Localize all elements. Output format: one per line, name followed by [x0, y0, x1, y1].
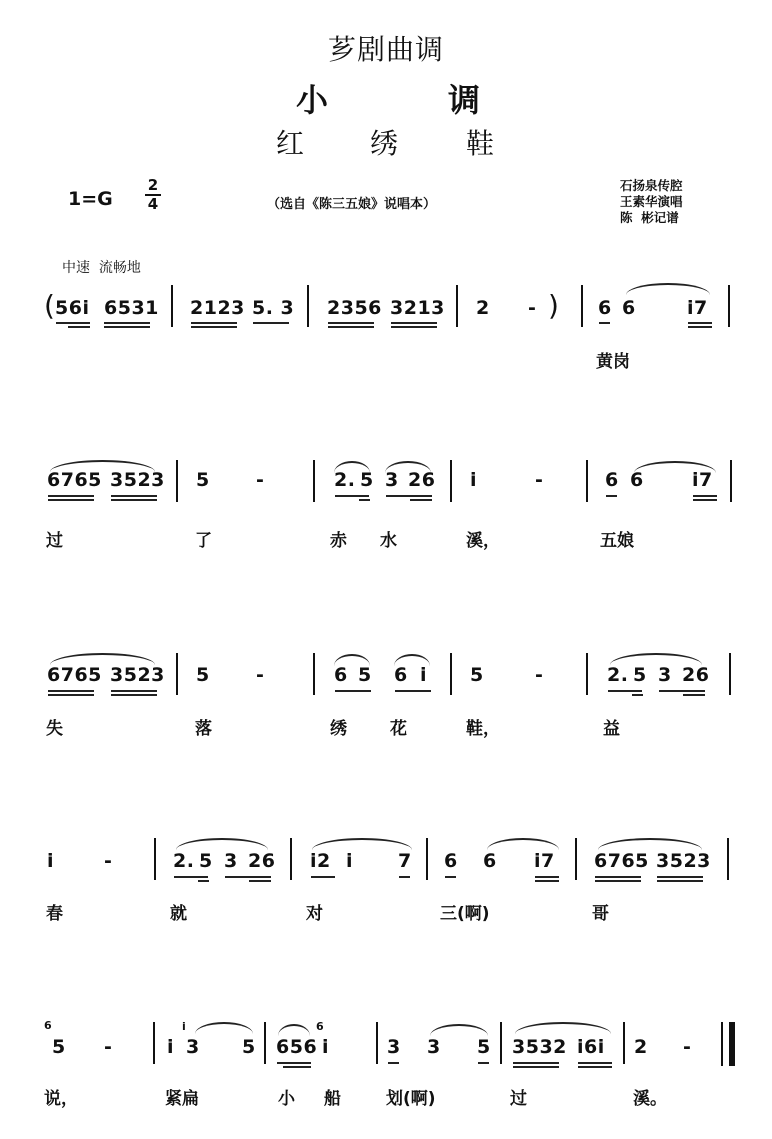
- note-group: 26: [682, 664, 710, 686]
- close-paren: ): [548, 289, 559, 322]
- note-group: i2: [310, 850, 331, 872]
- note-group: 3523: [656, 850, 711, 872]
- credit-line: 王素华演唱: [620, 194, 683, 209]
- note: 3: [658, 664, 672, 686]
- lyric: 三(啊): [440, 904, 490, 924]
- dash: -: [528, 297, 537, 319]
- note-group: 3523: [110, 469, 165, 491]
- note-group: 26: [408, 469, 436, 491]
- lyric: 过: [510, 1089, 527, 1109]
- note: 5: [633, 664, 647, 686]
- open-paren: (: [44, 289, 55, 322]
- lyric: 黄岗: [596, 352, 630, 372]
- title-char-2: 调: [448, 81, 481, 119]
- lyric: 五娘: [600, 531, 634, 551]
- lyric: 失: [46, 719, 63, 739]
- tempo-marking: 中速 流畅地: [62, 260, 141, 276]
- lyric: 绣: [330, 719, 347, 739]
- lyric: 益: [603, 719, 620, 739]
- lyric: 花: [390, 719, 407, 739]
- lyric: 水: [380, 531, 397, 551]
- note: 3: [186, 1036, 200, 1058]
- title-char-1: 小: [296, 81, 329, 119]
- dash: -: [683, 1036, 692, 1058]
- note-group: i7: [692, 469, 713, 491]
- note-group: 3523: [110, 664, 165, 686]
- time-sig-bottom: 4: [147, 195, 159, 213]
- note: 6: [598, 297, 612, 319]
- note: 6: [334, 664, 348, 686]
- note: 6: [630, 469, 644, 491]
- note-group: 6765: [47, 469, 102, 491]
- note-group: 2356: [327, 297, 382, 319]
- note-group: 656: [276, 1036, 318, 1058]
- note: 3: [427, 1036, 441, 1058]
- grace-note: i: [182, 1020, 186, 1033]
- note: i: [322, 1036, 330, 1058]
- lyric: 春: [46, 904, 63, 924]
- subtitle-char-2: 绣: [370, 127, 399, 160]
- dash: -: [535, 469, 544, 491]
- note: 2.: [173, 850, 195, 872]
- note: 3: [224, 850, 238, 872]
- grace-note: 6: [44, 1019, 52, 1032]
- note: 7: [398, 850, 412, 872]
- dash: -: [104, 850, 113, 872]
- note: 6: [605, 469, 619, 491]
- note: i: [420, 664, 428, 686]
- note-group: 3532: [512, 1036, 567, 1058]
- note-group: 5. 3: [252, 297, 295, 319]
- lyric: 溪。: [633, 1089, 667, 1109]
- lyric: 紧扁: [165, 1089, 199, 1109]
- lyric: 了: [195, 531, 212, 551]
- note: 3: [385, 469, 399, 491]
- dash: -: [104, 1036, 113, 1058]
- note: i: [167, 1036, 175, 1058]
- lyric: 小: [278, 1089, 295, 1109]
- note: 5: [196, 469, 210, 491]
- lyric: 说，: [44, 1089, 78, 1109]
- time-signature: [145, 178, 161, 212]
- key-signature: 1=G: [68, 188, 113, 210]
- note: 3: [387, 1036, 401, 1058]
- note: 6: [444, 850, 458, 872]
- note: 5: [199, 850, 213, 872]
- grace-note: 6: [316, 1020, 324, 1033]
- note-group: i6i: [577, 1036, 605, 1058]
- note: 6: [483, 850, 497, 872]
- note-group: i7: [687, 297, 708, 319]
- note-group: 56i: [55, 297, 90, 319]
- note: 5: [52, 1036, 66, 1058]
- lyric: 哥: [592, 904, 609, 924]
- subtitle-char-1: 红: [276, 127, 305, 160]
- note-group: i7: [534, 850, 555, 872]
- dash: -: [256, 469, 265, 491]
- note: 6: [394, 664, 408, 686]
- note: 2: [476, 297, 490, 319]
- lyric: 鞋，: [466, 719, 500, 739]
- dash: -: [256, 664, 265, 686]
- note: i: [470, 469, 478, 491]
- note: i: [47, 850, 55, 872]
- lyric: 落: [195, 719, 212, 739]
- time-sig-top: 2: [147, 176, 159, 194]
- dash: -: [535, 664, 544, 686]
- note: 2: [634, 1036, 648, 1058]
- note: 6: [622, 297, 636, 319]
- note-group: 2123: [190, 297, 245, 319]
- note: 2.: [607, 664, 629, 686]
- note-group: 6765: [47, 664, 102, 686]
- credit-line: 石扬泉传腔: [620, 178, 683, 193]
- subtitle-char-3: 鞋: [466, 127, 495, 160]
- note: 5: [477, 1036, 491, 1058]
- note-group: 26: [248, 850, 276, 872]
- lyric: 溪，: [466, 531, 500, 551]
- note: 5: [242, 1036, 256, 1058]
- credits: [620, 178, 683, 226]
- note: 2.: [334, 469, 356, 491]
- lyric: 就: [170, 904, 187, 924]
- lyric: 赤: [330, 531, 347, 551]
- note-group: 6531: [104, 297, 159, 319]
- note: 5: [196, 664, 210, 686]
- note-group: 3213: [390, 297, 445, 319]
- note: i: [346, 850, 354, 872]
- note: 5: [358, 664, 372, 686]
- note: 5: [470, 664, 484, 686]
- source-note: （选自《陈三五娘》说唱本）: [267, 197, 437, 212]
- note-group: 6765: [594, 850, 649, 872]
- note: 5: [360, 469, 374, 491]
- lyric: 船: [324, 1089, 341, 1109]
- lyric: 过: [46, 531, 63, 551]
- lyric: 对: [306, 904, 323, 924]
- genre-title: 芗剧曲调: [327, 33, 444, 66]
- credit-line: 陈 彬记谱: [620, 210, 679, 225]
- lyric: 划(啊): [386, 1089, 436, 1109]
